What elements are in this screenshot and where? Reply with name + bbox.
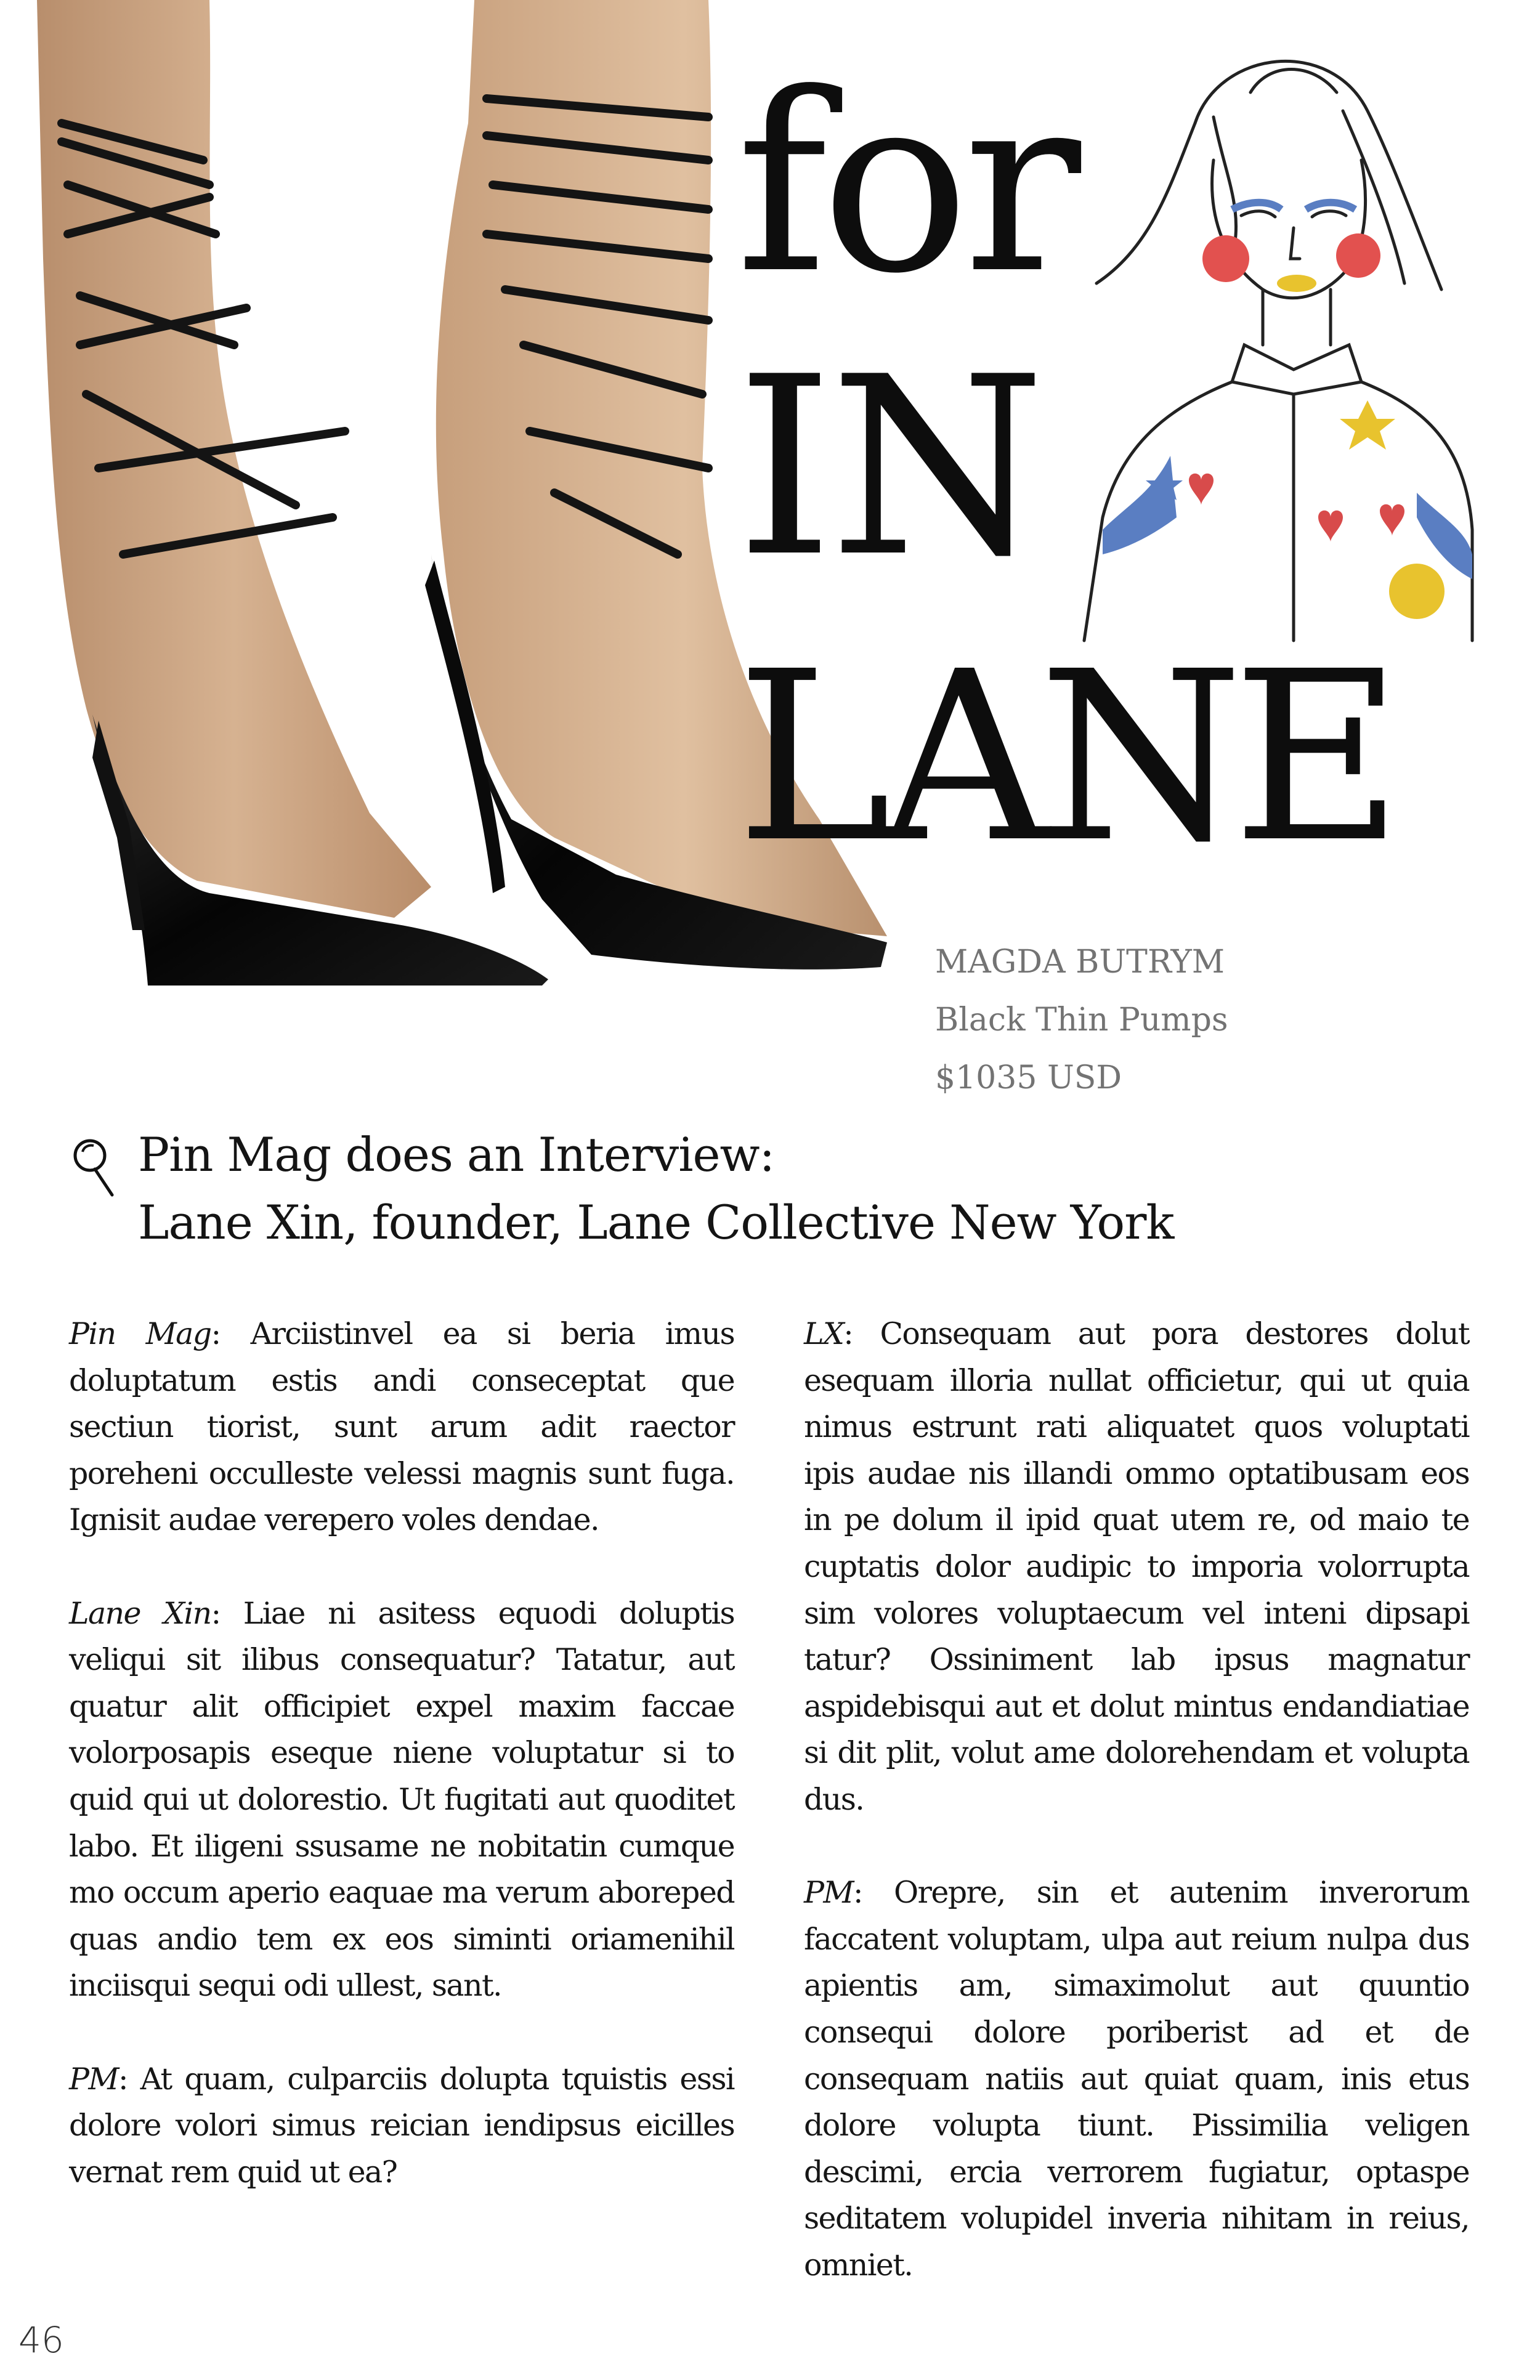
paragraph-text: : Arciistinvel ea si beria imus doluptatum estis andi conseceptat que sectiun tiorist, sunt arum adit raector poreheni occulleste velessi magnis sunt fuga. Ignisit audae verepero voles dendae.	[69, 1316, 735, 1538]
speaker-label: LX	[804, 1316, 844, 1351]
qa-paragraph	[69, 1311, 734, 1544]
pin-icon	[69, 1133, 118, 1201]
paragraph-text: : Liae ni asitess equodi doluptis veliqui sit ilibus consequatur? Tatatur, aut quatur alit officipiet expel maxim faccae volorposapis eseque niene voluptatur si to quid qui ut dolorestio. Ut fugitati aut quoditet labo. Et iligeni ssusame ne nobitatin cumque mo occum aperio eaquae ma verum aboreped quas andio tem ex eos siminti oriamenihil inciisqui sequi odi ullest, sant.	[69, 1595, 735, 2004]
paragraph-text: : Consequam aut pora destores dolut esequam illoria nullat officietur, qui ut quia nimus estrunt rati aliquatet quos voluptati ipis audae nis illandi ommo optatibusam eos in pe dolum il ipid quat utem re, od maio te cuptatis dolor audipic to imporia volorrupta sim volores voluptaecum vel inteni dipsapi tatur? Ossiniment lab ipsus magnatur aspidebisqui aut et dolut mintus endandiatiae si dit plit, volut ame dolorehendam et volupta dus.	[804, 1316, 1469, 1817]
speaker-label: Pin Mag	[69, 1316, 211, 1351]
headline-line-1: for	[736, 41, 1076, 328]
qa-paragraph	[69, 1590, 734, 2009]
interview-column-right	[804, 1311, 1469, 2288]
qa-paragraph	[69, 2056, 734, 2196]
qa-paragraph	[804, 1311, 1469, 1823]
interview-heading-line-1: Pin Mag does an Interview:	[138, 1127, 775, 1182]
product-brand: MAGDA BUTRYM	[935, 944, 1225, 981]
interview-column-left	[69, 1311, 734, 2195]
headline-line-3: LANE	[736, 621, 1392, 894]
speaker-label: PM	[804, 1875, 853, 1911]
paragraph-text: : Orepre, sin et autenim inverorum faccatent voluptam, ulpa aut reium nulpa dus apientis am, simaximolut aut quuntio consequi dolore poriberist ad et de consequam natiis aut quiat quam, inis etus dolore volupta tiunt. Pissimilia veligen descimi, ercia verrorem fugiatur, optaspe seditatem volupidel inveria nihitam in reius, omniet.	[804, 1875, 1469, 2283]
page-number: 46	[18, 2319, 64, 2361]
headline-line-2: IN	[736, 325, 1042, 611]
speaker-label: Lane Xin	[69, 1595, 211, 1631]
speaker-label: PM	[69, 2061, 118, 2097]
product-price: $1035 USD	[935, 1059, 1122, 1096]
portrait-illustration	[1047, 25, 1478, 647]
paragraph-text: : At quam, culparciis dolupta tquistis essi dolore volori simus reician iendipsus eicilles vernat rem quid ut ea?	[69, 2061, 734, 2190]
qa-paragraph	[804, 1869, 1469, 2288]
interview-heading-line-2: Lane Xin, founder, Lane Collective New York	[138, 1195, 1174, 1250]
product-name: Black Thin Pumps	[935, 1002, 1228, 1038]
product-credit	[935, 933, 1228, 1107]
